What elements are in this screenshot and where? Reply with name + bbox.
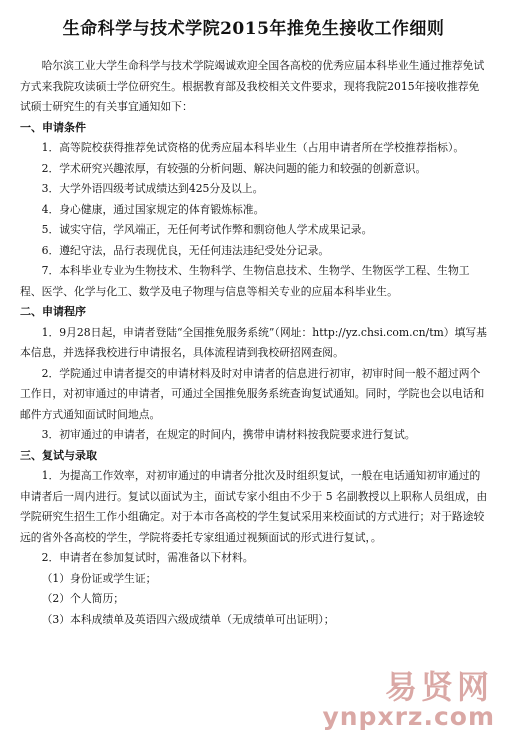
procedure-item: 1．9月28日起，申请者登陆“全国推免服务系统”（网址：http://yz.chsi.com.cn/tm）填写基本信息，并选择我校进行申请报名，具体流程请到我校研招网查阅。 xyxy=(20,325,487,359)
condition-item: 6．遵纪守法，品行表现优良，无任何违法违纪受处分记录。 xyxy=(41,243,330,257)
section-heading-procedure: 二、申请程序 xyxy=(20,305,86,318)
document-title: 生命科学与技术学院2015年推免生接收工作细则 xyxy=(62,19,445,39)
material-item: （3）本科成绩单及英语四六级成绩单（无成绩单可出证明）； xyxy=(41,612,335,626)
condition-item: 5．诚实守信，学风端正，无任何考试作弊和剽窃他人学术成果记录。 xyxy=(41,223,373,236)
section-heading-conditions: 一、申请条件 xyxy=(20,120,86,134)
procedure-item: 3．初审通过的申请者，在规定的时间内，携带申请材料按我院要求进行复试。 xyxy=(41,428,416,441)
interview-item: 2．申请者在参加复试时，需准备以下材料。 xyxy=(41,551,254,564)
watermark-logo-text: 易贤网 xyxy=(384,668,493,706)
material-item: （1）身份证或学生证； xyxy=(41,571,157,585)
document-body xyxy=(20,56,490,630)
intro-paragraph: 哈尔滨工业大学生命科学与技术学院竭诚欢迎全国各高校的优秀应届本科毕业生通过推荐免试方式来我院攻读硕士学位研究生。根据教育部及我校相关文件要求，现将我院2015年接收推荐免试硕士研究生的有关事宜通知如下： xyxy=(20,59,485,113)
condition-item: 1．高等院校获得推荐免试资格的优秀应届本科毕业生（占用申请者所在学校推荐指标）。 xyxy=(41,141,465,154)
condition-item: 4．身心健康，通过国家规定的体育锻炼标准。 xyxy=(41,202,265,216)
material-item: （2）个人简历； xyxy=(41,592,125,605)
condition-item: 2．学术研究兴趣浓厚，有较强的分析问题、解决问题的能力和较强的创新意识。 xyxy=(41,161,427,175)
section-heading-interview: 三、复试与录取 xyxy=(20,448,97,462)
interview-item: 1．为提高工作效率，对初审通过的申请者分批次及时组织复试，一般在电话通知初审通过的申请者后一周内进行。复试以面试为主，面试专家小组由不少于 5 名副教授以上职称人员组成，由学院研究生招生工作小组确定。对于本市各高校的学生复试采用来校面试的方式进行；对于路途较远的省外各高校的学生，学院将委托专家组通过视频面试的形式进行复试，。 xyxy=(20,469,488,544)
condition-item: 7．本科毕业专业为生物技术、生物科学、生物信息技术、生物学、生物医学工程、生物工程、医学、化学与化工、数学及电子物理与信息等相关专业的应届本科毕业生。 xyxy=(20,264,470,298)
condition-item: 3．大学外语四级考试成绩达到425分及以上。 xyxy=(41,182,264,195)
site-watermark xyxy=(322,658,501,738)
procedure-item: 2．学院通过申请者提交的申请材料及时对申请者的信息进行初审，初审时间一般不超过两个工作日，对初审通过的申请者，可通过全国推免服务系统查询复试通知。同时，学院也会以电话和邮件方式通知面试时间地点。 xyxy=(20,366,485,421)
watermark-domain-text: ynpxrz.com xyxy=(322,702,495,731)
